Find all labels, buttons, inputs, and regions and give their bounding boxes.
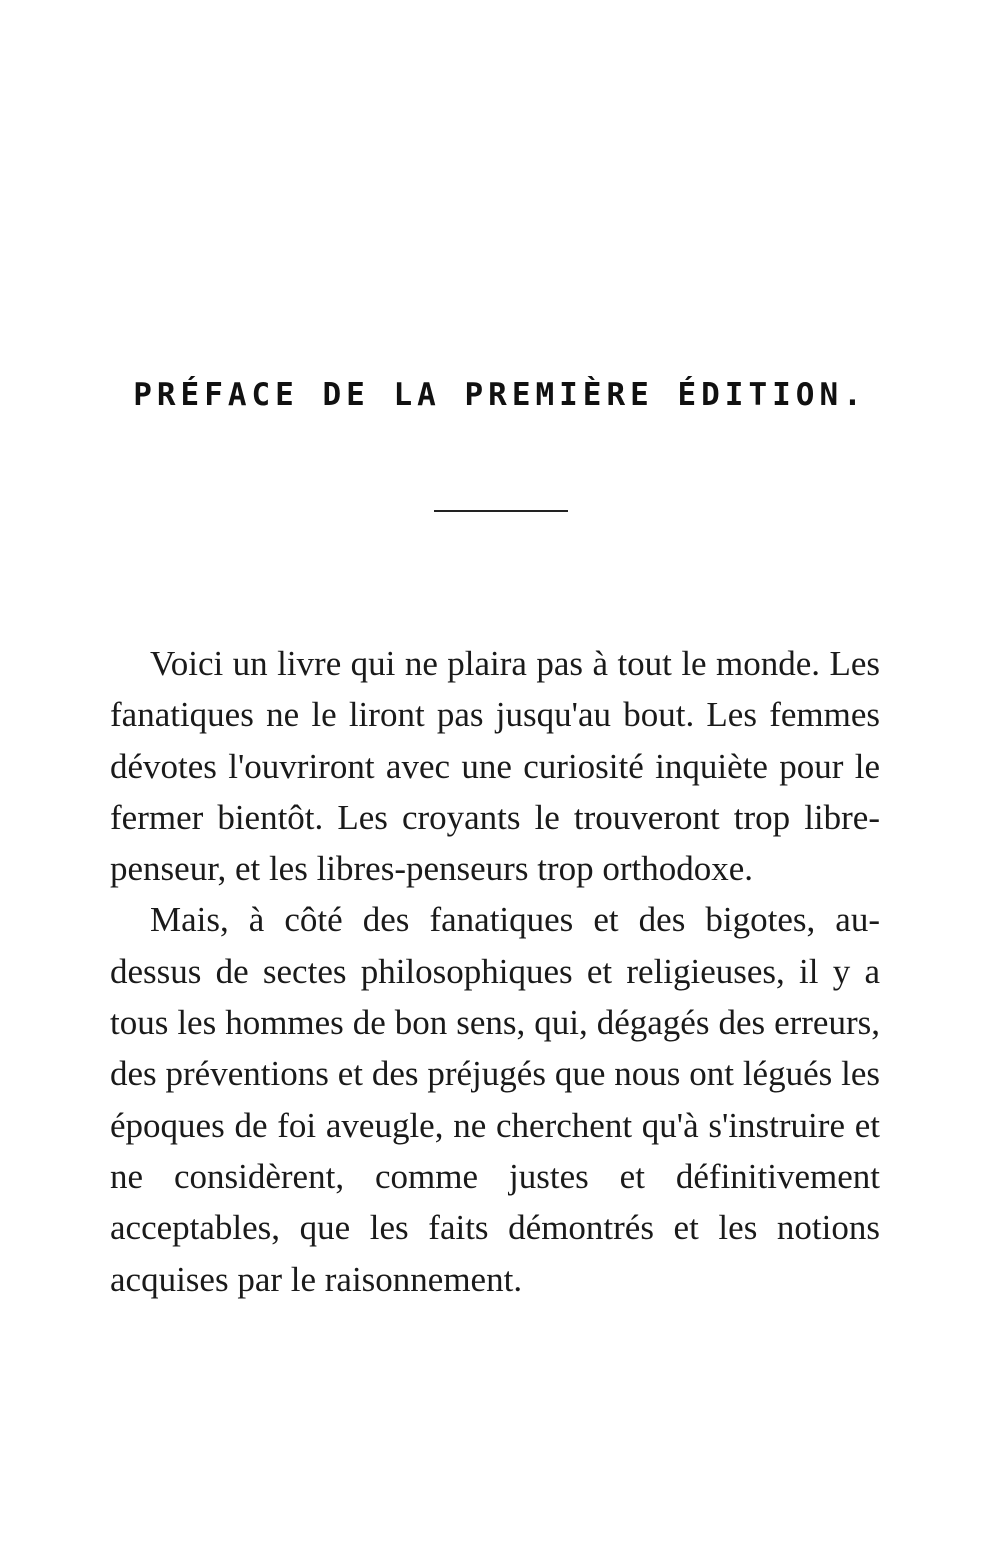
preface-body bbox=[110, 638, 880, 1305]
paragraph-1: Voici un livre qui ne plaira pas à tout le monde. Les fanatiques ne le liront pas jusqu'au bout. Les femmes dévotes l'ouvriront avec une curiosité inquiète pour le fermer bientôt. Les croyants le trouveront trop libre-penseur, et les libres-penseurs trop orthodoxe. bbox=[110, 644, 880, 889]
section-divider bbox=[434, 510, 568, 512]
paragraph-2: Mais, à côté des fanatiques et des bigotes, au-dessus de sectes philosophiques et religieuses, il y a tous les hommes de bon sens, qui, dégagés des erreurs, des préventions et des préjugés que nous ont légués les époques de foi aveugle, ne cherchent qu'à s'instruire et ne considèrent, comme justes et définitivement acceptables, que les faits démontrés et les notions acquises par le raisonnement. bbox=[110, 900, 880, 1299]
page-title: PRÉFACE DE LA PREMIÈRE ÉDITION. bbox=[133, 377, 867, 413]
